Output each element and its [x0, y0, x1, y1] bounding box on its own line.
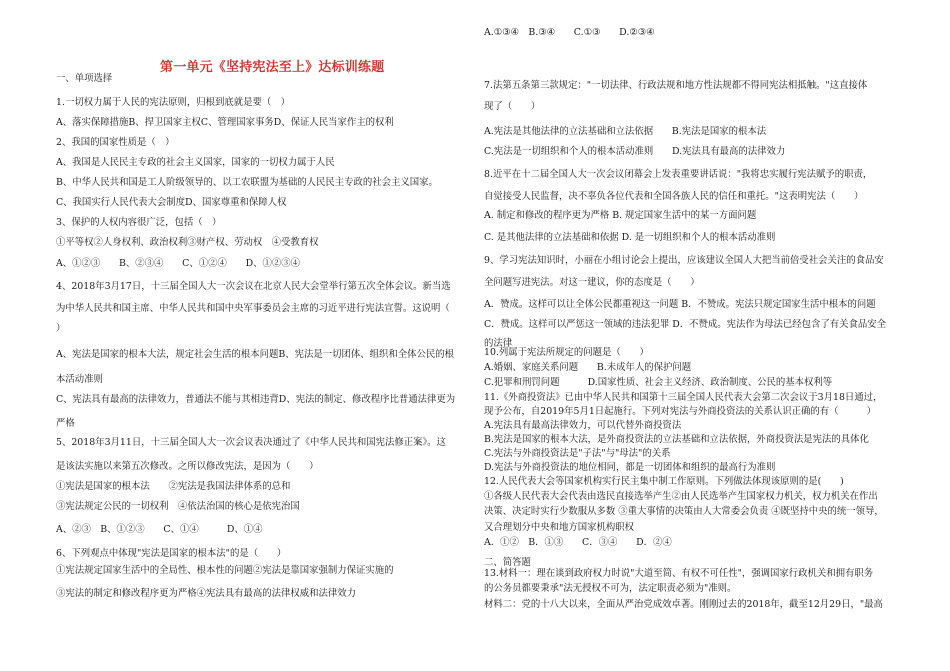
text-line: 11.《外商投资法》已由中华人民共和国第十三届全国人民代表大会第二次会议于3月18日通过，	[484, 392, 883, 403]
page-title: 第一单元《坚持宪法至上》达标训练题	[160, 60, 385, 75]
text-line: 6、下列观点中体现"宪法是国家的根本法"的是（ ）	[56, 548, 287, 559]
text-line: A.宪法具有最高法律效力，可以代替外商投资法	[484, 420, 682, 431]
text-line: 12.人民代表大会等国家机构实行民主集中制工作原则。下列做法体现该原则的是( )	[484, 476, 844, 487]
text-line: C. 是其他法律的立法基础和依据 D. 是一切组织和个人的根本活动准则	[484, 232, 776, 243]
text-line: A．①② B．①③ C．③④ D．②④	[484, 537, 672, 548]
text-line: 现予公布，自2019年5月1日起施行。下列对宪法与外商投资法的关系认识正确的有（ ）	[484, 406, 877, 417]
text-line: 4、2018年3月17日，十三届全国人大一次会议在北京人民大会堂举行第五次全体会议。新当选	[56, 281, 451, 292]
text-line: B.宪法是国家的根本大法，是外商投资法的立法基础和立法依据，外商投资法是宪法的具体化	[484, 434, 869, 445]
text-line: ①宪法是国家的根本法 ②宪法是我国法律体系的总和	[56, 481, 291, 492]
text-line: 决策、决定时实行少数服从多数 ③重大事情的决策由人大常委会负责 ④既坚持中央的统一领导，	[484, 506, 884, 517]
text-line: C.宪法与外商投资法是"子法"与"母法"的关系	[484, 448, 671, 459]
text-line: 又合理划分中央和地方国家机构职权	[484, 522, 635, 533]
text-line: 一、单项选择	[56, 73, 113, 84]
text-line: A.宪法是其他法律的立法基础和立法依据 B.宪法是国家的根本法	[484, 126, 767, 137]
text-line: ③宪法的制定和修改程序更为严格④宪法具有最高的法律权威和法律效力	[56, 588, 357, 599]
text-line: 现了（ ）	[484, 101, 541, 112]
text-line: 材料二：党的十八大以来，全面从严治党成效卓著。刚刚过去的2018年，截至12月29日，"最高	[484, 599, 883, 610]
text-line: C．赞成。这样可以严惩这一领域的违法犯罪 D．不赞成。宪法作为母法已经包含了有关食品安全	[484, 319, 887, 330]
text-line: 5、2018年3月11日，十三届全国人大一次会议表决通过了《中华人民共和国宪法修正案》。这	[56, 437, 446, 448]
text-line: C、宪法具有最高的法律效力，普通法不能与其相违背D、宪法的制定、修改程序比普通法律更为	[56, 394, 456, 405]
text-line: C.犯罪和刑罚问题 D.国家性质、社会主义经济、政治制度、公民的基本权利等	[484, 377, 833, 388]
text-line: 自觉接受人民监督，决不辜负各位代表和全国各族人民的信任和重托。"这表明宪法（ ）	[484, 191, 864, 202]
text-line: C、我国实行人民代表大会制度D、国家尊重和保障人权	[56, 197, 287, 208]
text-line: 为中华人民共和国主席、中华人民共和国中央军事委员会主席的习近平进行宪法宣誓。这说明（	[56, 303, 450, 314]
text-line: ）	[56, 323, 66, 334]
text-line: 13.材料一：理在谈到政府权力时说"大道至简、有权不可任性"，强调国家行政机关和拥有职务	[484, 568, 874, 579]
text-line: 的法律	[484, 338, 513, 349]
text-line: D.宪法与外商投资法的地位相同，都是一切团体和组织的最高行为准则	[484, 462, 776, 473]
text-line: 2、我国的国家性质是（ ）	[56, 137, 175, 148]
text-line: 8.近平在十二届全国人大一次会议闭幕会上发表重要讲话说："我将忠实履行宪法赋予的职责，	[484, 169, 873, 180]
text-line: 严格	[56, 418, 75, 429]
text-line: 本活动准则	[56, 374, 103, 385]
text-line: A．赞成。这样可以让全体公民都重视这一问题 B．不赞成。宪法只规定国家生活中根本的问题	[484, 299, 876, 310]
text-line: 1.一切权力属于人民的宪法原则，归根到底就是要（ ）	[56, 97, 290, 108]
text-line: A. 制定和修改的程序更为严格 B. 规定国家生活中的某一方面问题	[484, 210, 757, 221]
text-line: 是该法实施以来第五次修改。之所以修改宪法，是因为（ ）	[56, 461, 319, 472]
text-line: ①平等权②人身权利、政治权利③财产权、劳动权 ④受教育权	[56, 237, 319, 248]
text-line: 的公务员都要秉承"法无授权不可为，法定职责必须为"准则。	[484, 583, 737, 594]
text-line: A、②③ B、①②③ C、①④ D、①④	[56, 524, 263, 535]
text-line: A、我国是人民民主专政的社会主义国家，国家的一切权力属于人民	[56, 157, 335, 168]
text-line: A.婚姻、家庭关系问题 B.未成年人的保护问题	[484, 362, 692, 373]
text-line: ③宪法规定公民的一切权利 ④依法治国的核心是依宪治国	[56, 501, 300, 512]
text-line: A、宪法是国家的根本大法，规定社会生活的根本问题B、宪法是一切团体、组织和全体公民的根	[56, 349, 455, 360]
text-line: 3、保护的人权内容很广泛，包括（ ）	[56, 217, 222, 228]
text-line: 全问题写进宪法。对这一建议，你的态度是（ ）	[484, 277, 700, 288]
text-line: 7.法第五条第三款规定："一切法律、行政法规和地方性法规都不得同宪法相抵触。"这直接体	[484, 80, 868, 91]
text-line: C.宪法是一切组织和个人的根本活动准则 D.宪法具有最高的法律效力	[484, 146, 786, 157]
text-line: A、①②③ B、②③④ C、①②④ D、①②③④	[56, 258, 300, 269]
text-line: 二、简答题	[484, 557, 531, 568]
text-line: A、落实保障措施B、捍卫国家主权C、管理国家事务D、保证人民当家作主的权利	[56, 117, 394, 128]
text-line: 9、学习宪法知识时，小丽在小组讨论会上提出，应该建议全国人大把当前倍受社会关注的食品安	[484, 255, 884, 266]
text-line: 10.列属于宪法所规定的问题是（ ）	[484, 347, 649, 358]
text-line: ①宪法规定国家生活中的全局性、根本性的问题②宪法是靠国家强制力保证实施的	[56, 565, 394, 576]
text-line: A.①③④ B.③④ C.①③ D.②③④	[484, 27, 655, 38]
text-line: ①各级人民代表大会代表由选民直接选举产生②由人民选举产生国家权力机关，权力机关在作出	[484, 491, 878, 502]
text-line: B、中华人民共和国是工人阶级领导的、以工农联盟为基础的人民民主专政的社会主义国家。	[56, 177, 438, 188]
